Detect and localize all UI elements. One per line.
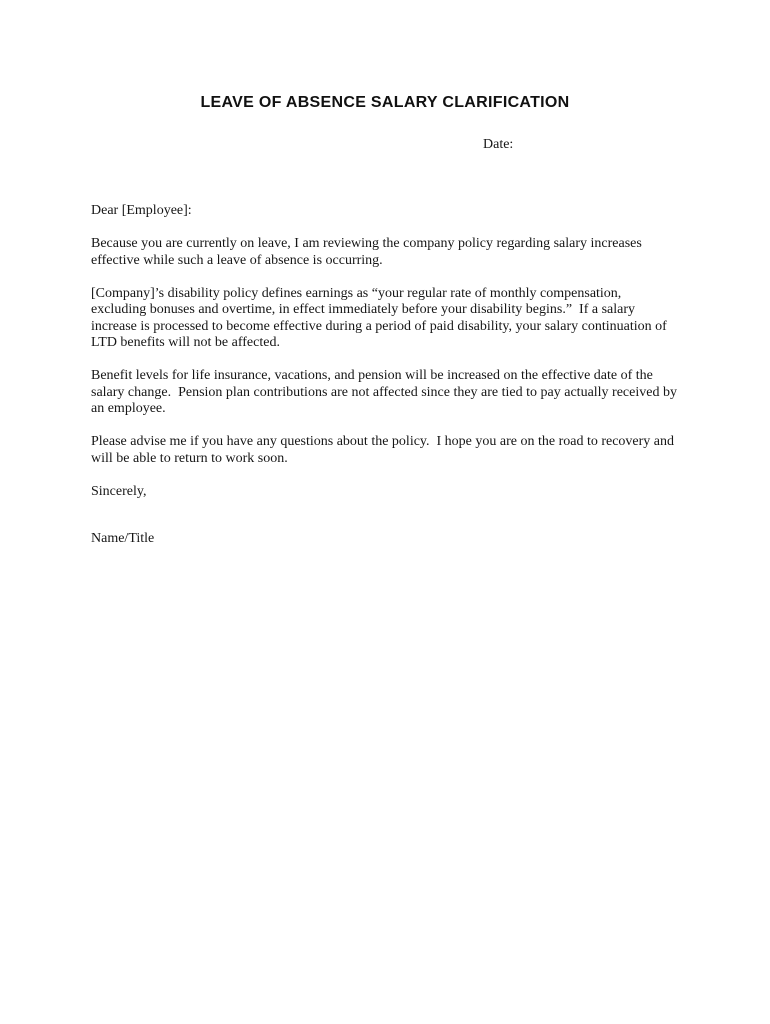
paragraph-disability-policy: [Company]’s disability policy defines earnings as “your regular rate of monthly compensation, excluding bonuses and overtime, in effect immediately before your disability begins.” If a salary increase is processed to become effective during a period of paid disability, your salary continuation of LTD benefits will not be affected. <box>91 285 671 350</box>
paragraph-closing-advice: Please advise me if you have any questions about the policy. I hope you are on the road to recovery and will be able to return to work soon. <box>91 434 678 466</box>
paragraph-policy-review: Because you are currently on leave, I am reviewing the company policy regarding salary increases effective while such a leave of absence is occurring. <box>91 236 646 268</box>
date-label: Date: <box>483 137 514 152</box>
closing-line: Sincerely, <box>91 483 147 499</box>
document-title: LEAVE OF ABSENCE SALARY CLARIFICATION <box>200 94 570 111</box>
signature-line: Name/Title <box>91 531 155 546</box>
letter-content <box>91 0 679 548</box>
greeting-line: Dear [Employee]: <box>91 203 192 218</box>
paragraph-benefit-levels: Benefit levels for life insurance, vacations, and pension will be increased on the effective date of the salary change. Pension plan contributions are not affected since they are tied to pay actually received by an employee. <box>91 368 681 416</box>
